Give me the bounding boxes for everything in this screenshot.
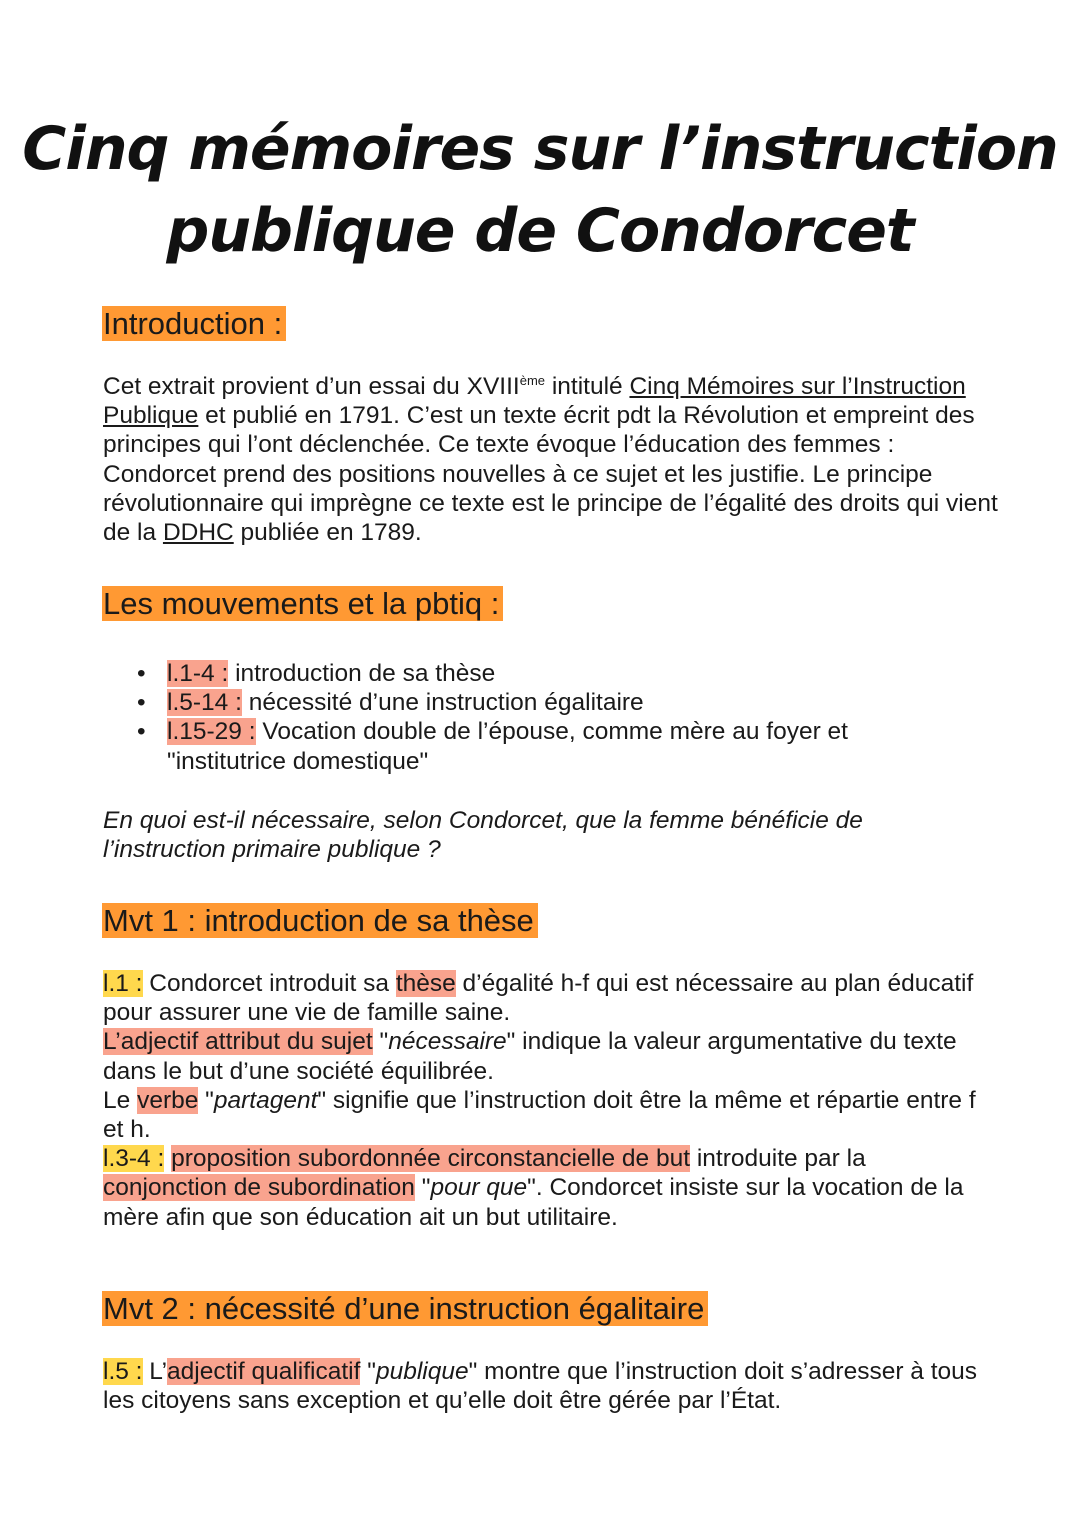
book-title-link: Cinq Mémoires sur l’Instruction Publique bbox=[103, 373, 966, 430]
bullet-icon: • bbox=[137, 660, 146, 687]
line-ref: l.1-4 : bbox=[167, 660, 229, 687]
movements-list bbox=[103, 659, 927, 776]
problematic-question: En quoi est-il nécessaire, selon Condorcet, que la femme bénéficie de l’instruction primaire publique ? bbox=[103, 807, 863, 864]
line-ref: l.15-29 : bbox=[167, 718, 256, 746]
document-title bbox=[0, 108, 1080, 272]
heading-mvt1: Mvt 1 : introduction de sa thèse bbox=[102, 902, 538, 940]
list-item: • l.5-14 : nécessité d’une instruction égalitaire bbox=[137, 689, 644, 717]
heading-movements: Les mouvements et la pbtiq : bbox=[102, 585, 503, 623]
bullet-icon: • bbox=[137, 718, 146, 746]
heading-mvt2: Mvt 2 : nécessité d’une instruction égalitaire bbox=[102, 1290, 708, 1328]
line-ref: l.5 : bbox=[103, 1358, 143, 1385]
mvt1-analysis: l.1 : Condorcet introduit sa thèse d’égalité h-f qui est nécessaire au plan éducatif pour assurer une vie de famille saine. L’adjectif attribut du sujet "nécessaire" indique la valeur argumentative du texte dans le but d’une société équilibrée. Le verbe "partagent" signifie que l’instruction doit être la même et répartie entre f et h. l.3-4 : proposition subordonnée circonstancielle de but introduite par la conjonction de subordination "pour que". Condorcet insiste sur la vocation de la mère afin que son éducation ait un but utilitaire. bbox=[103, 970, 976, 1231]
title-line-2: publique de Condorcet bbox=[166, 196, 914, 266]
ddhc-link: DDHC bbox=[162, 519, 234, 547]
line-ref: l.5-14 : bbox=[167, 689, 242, 717]
mvt2-analysis: l.5 : L’adjectif qualificatif "publique" montre que l’instruction doit s’adresser à tous les citoyens sans exception et qu’elle doit être gérée par l’État. bbox=[103, 1358, 978, 1415]
intro-paragraph: Cet extrait provient d’un essai du XVIIIème intitulé Cinq Mémoires sur l’Instruction Publique et publié en 1791. C’est un texte écrit pdt la Révolution et empreint des principes qui l’ont déclenchée. Ce texte évoque l’éducation des femmes : Condorcet prend des positions nouvelles à ce sujet et les justifie. Le principe révolutionnaire qui imprègne ce texte est le principe de l’égalité des droits qui vient de la DDHC publiée en 1789. bbox=[103, 372, 998, 547]
line-ref: l.3-4 : bbox=[103, 1145, 165, 1173]
list-item: • l.15-29 : Vocation double de l’épouse, comme mère au foyer et "institutrice domestique" bbox=[137, 718, 848, 775]
heading-introduction: Introduction : bbox=[102, 305, 286, 343]
list-item: • l.1-4 : introduction de sa thèse bbox=[137, 660, 496, 687]
bullet-icon: • bbox=[137, 689, 146, 717]
line-ref: l.1 : bbox=[103, 970, 143, 997]
title-line-1: Cinq mémoires sur l’instruction bbox=[22, 114, 1058, 184]
